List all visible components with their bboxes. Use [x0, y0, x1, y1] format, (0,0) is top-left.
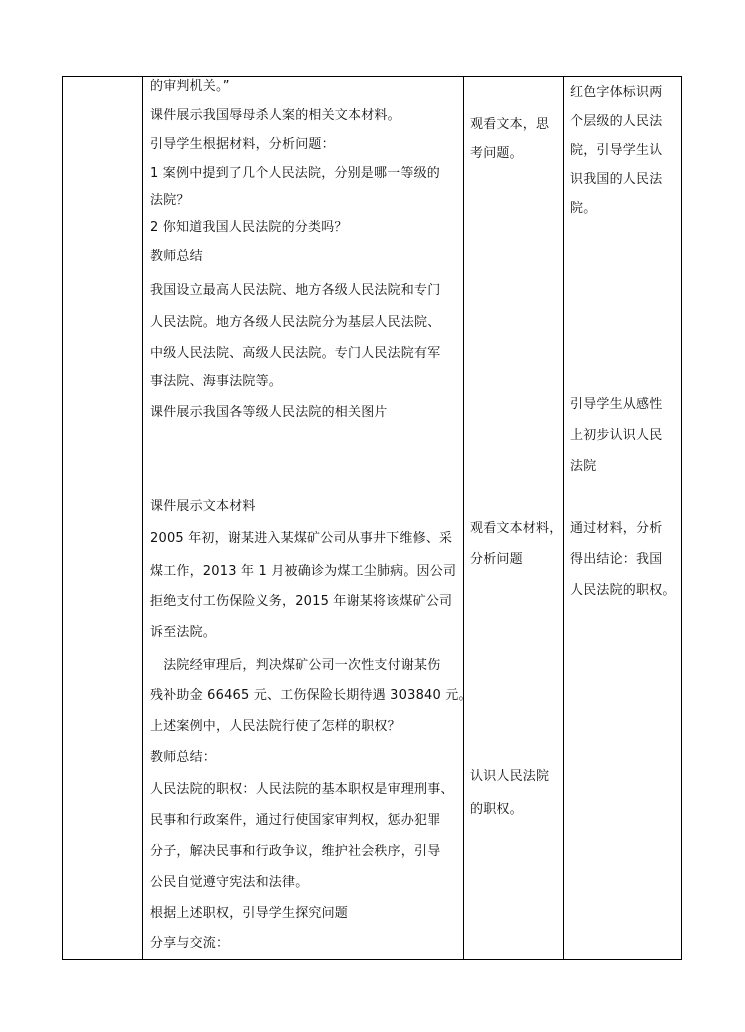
- text-line: 课件展示我国辱母杀人案的相关文本材料。: [150, 108, 401, 123]
- text-line: 我国设立最高人民法院、地方各级人民法院和专门: [150, 283, 441, 298]
- text-line: 人民法院。地方各级人民法院分为基层人民法院、: [150, 315, 441, 330]
- text-line: 课件展示文本材料: [150, 499, 256, 514]
- teacher-activity-column: [150, 77, 472, 959]
- text-line: 识我国的人民法: [570, 172, 663, 187]
- text-line: 院。: [570, 201, 597, 216]
- student-activity-column: [470, 77, 563, 959]
- text-line: 煤工作，2013 年 1 月被确诊为煤工尘肺病。因公司: [150, 564, 457, 579]
- text-line: 上初步认识人民: [570, 428, 663, 443]
- column-divider: [463, 77, 464, 959]
- text-line: 公民自觉遵守宪法和法律。: [150, 875, 309, 890]
- text-line: 事法院、海事法院等。: [150, 374, 283, 389]
- text-line: 的审判机关。”: [150, 79, 230, 94]
- text-line: 上述案例中，人民法院行使了怎样的职权？: [150, 719, 401, 734]
- text-line: 教师总结：: [150, 750, 217, 765]
- column-divider: [563, 77, 564, 959]
- text-line: 引导学生从感性: [570, 397, 663, 412]
- text-line: 1 案例中提到了几个人民法院，分别是哪一等级的: [150, 166, 441, 181]
- lesson-plan-table: [62, 76, 682, 960]
- text-line: 个层级的人民法: [570, 114, 663, 129]
- text-line: 认识人民法院: [470, 769, 550, 784]
- text-line: 院，引导学生认: [570, 143, 663, 158]
- text-line: 诉至法院。: [150, 625, 217, 640]
- text-line: 观看文本材料，: [470, 521, 563, 536]
- text-line: 2005 年初，谢某进入某煤矿公司从事井下维修、采: [150, 531, 453, 546]
- text-line: 考问题。: [470, 146, 523, 161]
- text-line: 分享与交流：: [150, 936, 230, 951]
- text-line: 根据上述职权，引导学生探究问题: [150, 906, 349, 921]
- text-line: 教师总结: [150, 249, 203, 264]
- text-line: 的职权。: [470, 802, 523, 817]
- text-line: 拒绝支付工伤保险义务，2015 年谢某将该煤矿公司: [150, 594, 453, 609]
- text-line: 中级人民法院、高级人民法院。专门人民法院有军: [150, 346, 441, 361]
- text-line: 分子，解决民事和行政争议，维护社会秩序，引导: [150, 844, 441, 859]
- text-line: 法院经审理后，判决煤矿公司一次性支付谢某伤: [150, 658, 441, 673]
- text-line: 残补助金 66465 元、工伤保险长期待遇 303840 元。: [150, 688, 472, 703]
- text-line: 法院？: [150, 193, 190, 208]
- text-line: 人民法院的职权：人民法院的基本职权是审理刑事、: [150, 782, 454, 797]
- text-line: 分析问题: [470, 552, 523, 567]
- column-divider: [142, 77, 143, 959]
- text-line: 观看文本，思: [470, 117, 550, 132]
- text-line: 得出结论：我国: [570, 552, 663, 567]
- text-line: 人民法院的职权。: [570, 583, 676, 598]
- design-intent-column: [570, 77, 680, 959]
- text-line: 引导学生根据材料，分析问题：: [150, 137, 335, 152]
- text-line: 课件展示我国各等级人民法院的相关图片: [150, 405, 388, 420]
- text-line: 红色字体标识两: [570, 85, 663, 100]
- text-line: 通过材料，分析: [570, 521, 663, 536]
- text-line: 民事和行政案件，通过行使国家审判权，惩办犯罪: [150, 813, 441, 828]
- text-line: 2 你知道我国人民法院的分类吗？: [150, 220, 348, 235]
- text-line: 法院: [570, 459, 597, 474]
